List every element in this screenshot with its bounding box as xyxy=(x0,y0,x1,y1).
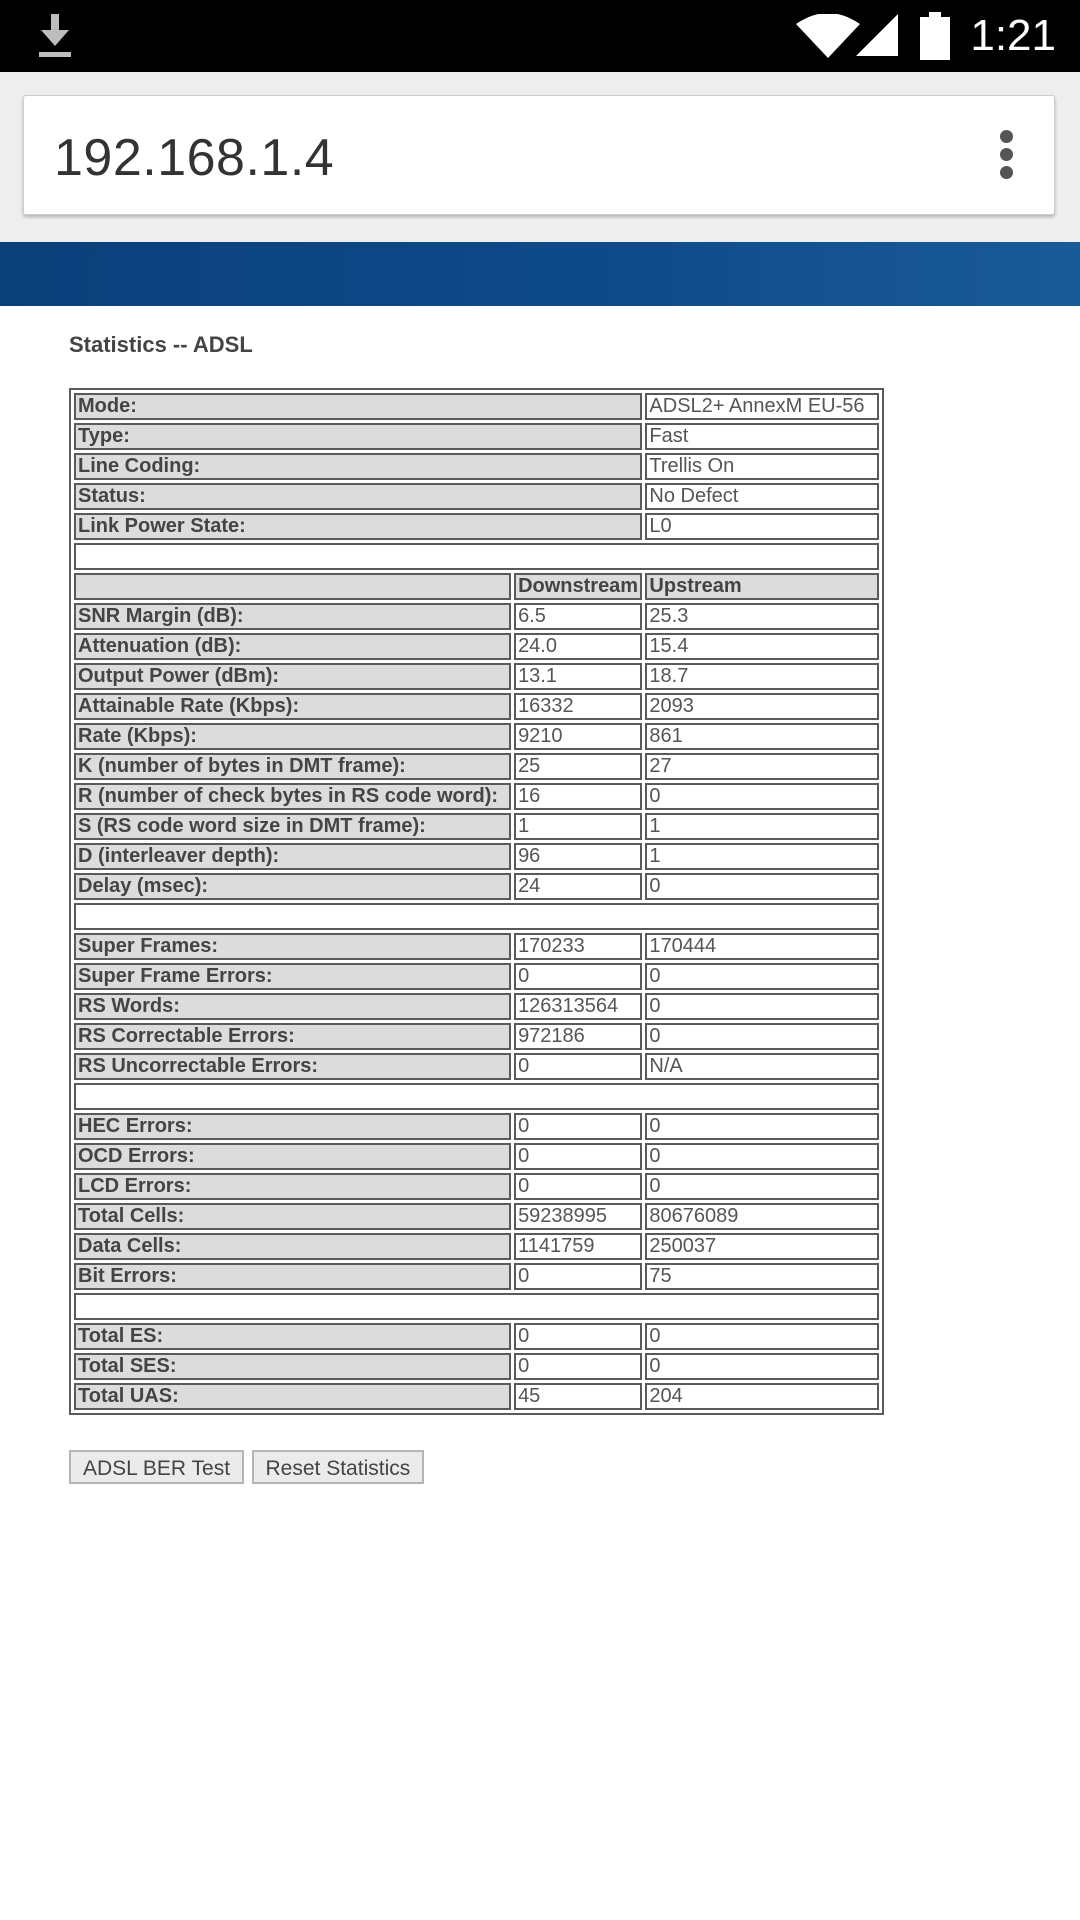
status-bar xyxy=(0,0,1080,72)
row-label: Type: xyxy=(74,423,642,450)
table-row xyxy=(74,1323,879,1350)
downstream-value: 25 xyxy=(514,753,642,780)
downstream-value: 96 xyxy=(514,843,642,870)
row-label: SNR Margin (dB): xyxy=(74,603,511,630)
row-value: Trellis On xyxy=(645,453,879,480)
adsl-statistics-table xyxy=(69,388,884,1415)
table-row xyxy=(74,963,879,990)
upstream-header: Upstream xyxy=(645,573,879,600)
table-row xyxy=(74,1383,879,1410)
downstream-value: 972186 xyxy=(514,1023,642,1050)
row-label: Super Frame Errors: xyxy=(74,963,511,990)
upstream-value: 170444 xyxy=(645,933,879,960)
url-bar[interactable] xyxy=(23,95,1055,215)
row-label: Attenuation (dB): xyxy=(74,633,511,660)
row-label: Total UAS: xyxy=(74,1383,511,1410)
table-row xyxy=(74,1143,879,1170)
downstream-value: 45 xyxy=(514,1383,642,1410)
table-row xyxy=(74,453,879,480)
table-row xyxy=(74,423,879,450)
url-text[interactable]: 192.168.1.4 xyxy=(54,129,335,187)
adsl-ber-test-button[interactable]: ADSL BER Test xyxy=(69,1450,244,1484)
table-row xyxy=(74,873,879,900)
row-label: Total Cells: xyxy=(74,1203,511,1230)
downstream-value: 16332 xyxy=(514,693,642,720)
row-label: S (RS code word size in DMT frame): xyxy=(74,813,511,840)
row-label: RS Uncorrectable Errors: xyxy=(74,1053,511,1080)
row-label: Mode: xyxy=(74,393,642,420)
table-row xyxy=(74,993,879,1020)
downstream-value: 126313564 xyxy=(514,993,642,1020)
table-row xyxy=(74,1263,879,1290)
button-row xyxy=(69,1450,427,1484)
downstream-value: 24.0 xyxy=(514,633,642,660)
row-label: Link Power State: xyxy=(74,513,642,540)
upstream-value: 18.7 xyxy=(645,663,879,690)
upstream-value: 861 xyxy=(645,723,879,750)
battery-icon xyxy=(920,12,950,60)
downstream-value: 0 xyxy=(514,1353,642,1380)
table-row xyxy=(74,693,879,720)
table-spacer-row xyxy=(74,1083,879,1110)
downstream-value: 0 xyxy=(514,963,642,990)
row-label: Delay (msec): xyxy=(74,873,511,900)
row-label: Output Power (dBm): xyxy=(74,663,511,690)
row-label: D (interleaver depth): xyxy=(74,843,511,870)
upstream-value: 0 xyxy=(645,1143,879,1170)
upstream-value: 1 xyxy=(645,813,879,840)
row-value: Fast xyxy=(645,423,879,450)
row-label: Line Coding: xyxy=(74,453,642,480)
downstream-value: 0 xyxy=(514,1263,642,1290)
row-label: HEC Errors: xyxy=(74,1113,511,1140)
downstream-value: 16 xyxy=(514,783,642,810)
empty-cell xyxy=(74,1083,879,1110)
upstream-value: 0 xyxy=(645,1113,879,1140)
clock: 1:21 xyxy=(970,11,1056,60)
upstream-value: 250037 xyxy=(645,1233,879,1260)
table-row xyxy=(74,843,879,870)
upstream-value: N/A xyxy=(645,1053,879,1080)
upstream-value: 204 xyxy=(645,1383,879,1410)
row-label: Total ES: xyxy=(74,1323,511,1350)
upstream-value: 2093 xyxy=(645,693,879,720)
downstream-value: 0 xyxy=(514,1143,642,1170)
upstream-value: 0 xyxy=(645,1353,879,1380)
row-label: RS Words: xyxy=(74,993,511,1020)
downstream-value: 59238995 xyxy=(514,1203,642,1230)
page-title: Statistics -- ADSL xyxy=(69,332,253,357)
empty-cell xyxy=(74,903,879,930)
row-label: Super Frames: xyxy=(74,933,511,960)
downstream-value: 1 xyxy=(514,813,642,840)
table-row xyxy=(74,783,879,810)
table-spacer-row xyxy=(74,1293,879,1320)
row-label: OCD Errors: xyxy=(74,1143,511,1170)
table-row xyxy=(74,393,879,420)
row-value: ADSL2+ AnnexM EU-56 xyxy=(645,393,879,420)
browser-toolbar xyxy=(0,72,1080,242)
upstream-value: 0 xyxy=(645,873,879,900)
downstream-value: 24 xyxy=(514,873,642,900)
empty-cell xyxy=(74,543,879,570)
row-label: LCD Errors: xyxy=(74,1173,511,1200)
reset-statistics-button[interactable]: Reset Statistics xyxy=(252,1450,425,1484)
downstream-value: 6.5 xyxy=(514,603,642,630)
upstream-value: 0 xyxy=(645,1173,879,1200)
upstream-value: 0 xyxy=(645,1323,879,1350)
upstream-value: 80676089 xyxy=(645,1203,879,1230)
downstream-value: 0 xyxy=(514,1053,642,1080)
row-label: Attainable Rate (Kbps): xyxy=(74,693,511,720)
table-row xyxy=(74,1203,879,1230)
table-row xyxy=(74,813,879,840)
table-spacer-row xyxy=(74,543,879,570)
upstream-value: 0 xyxy=(645,963,879,990)
upstream-value: 15.4 xyxy=(645,633,879,660)
download-icon xyxy=(36,14,74,58)
table-row xyxy=(74,513,879,540)
row-value: L0 xyxy=(645,513,879,540)
table-row xyxy=(74,1233,879,1260)
row-label: Bit Errors: xyxy=(74,1263,511,1290)
overflow-menu-icon[interactable] xyxy=(1000,130,1014,180)
table-row xyxy=(74,1173,879,1200)
downstream-value: 9210 xyxy=(514,723,642,750)
signal-icon xyxy=(856,14,898,56)
table-row xyxy=(74,933,879,960)
row-label: Rate (Kbps): xyxy=(74,723,511,750)
row-label: RS Correctable Errors: xyxy=(74,1023,511,1050)
upstream-value: 75 xyxy=(645,1263,879,1290)
upstream-value: 1 xyxy=(645,843,879,870)
table-row xyxy=(74,1113,879,1140)
header-blank-cell xyxy=(74,573,511,600)
row-label: Status: xyxy=(74,483,642,510)
row-label: Total SES: xyxy=(74,1353,511,1380)
header-banner xyxy=(0,242,1080,306)
table-row xyxy=(74,1353,879,1380)
downstream-value: 0 xyxy=(514,1173,642,1200)
row-value: No Defect xyxy=(645,483,879,510)
table-row xyxy=(74,723,879,750)
downstream-value: 0 xyxy=(514,1113,642,1140)
column-header-row xyxy=(74,573,879,600)
table-row xyxy=(74,1023,879,1050)
downstream-header: Downstream xyxy=(514,573,642,600)
row-label: K (number of bytes in DMT frame): xyxy=(74,753,511,780)
wifi-icon xyxy=(796,14,860,58)
downstream-value: 170233 xyxy=(514,933,642,960)
upstream-value: 0 xyxy=(645,1023,879,1050)
upstream-value: 0 xyxy=(645,783,879,810)
downstream-value: 0 xyxy=(514,1323,642,1350)
table-row xyxy=(74,1053,879,1080)
empty-cell xyxy=(74,1293,879,1320)
table-spacer-row xyxy=(74,903,879,930)
upstream-value: 0 xyxy=(645,993,879,1020)
downstream-value: 13.1 xyxy=(514,663,642,690)
table-row xyxy=(74,633,879,660)
upstream-value: 27 xyxy=(645,753,879,780)
table-row xyxy=(74,753,879,780)
table-row xyxy=(74,603,879,630)
row-label: R (number of check bytes in RS code word): xyxy=(74,783,511,810)
table-row xyxy=(74,663,879,690)
upstream-value: 25.3 xyxy=(645,603,879,630)
table-row xyxy=(74,483,879,510)
row-label: Data Cells: xyxy=(74,1233,511,1260)
downstream-value: 1141759 xyxy=(514,1233,642,1260)
